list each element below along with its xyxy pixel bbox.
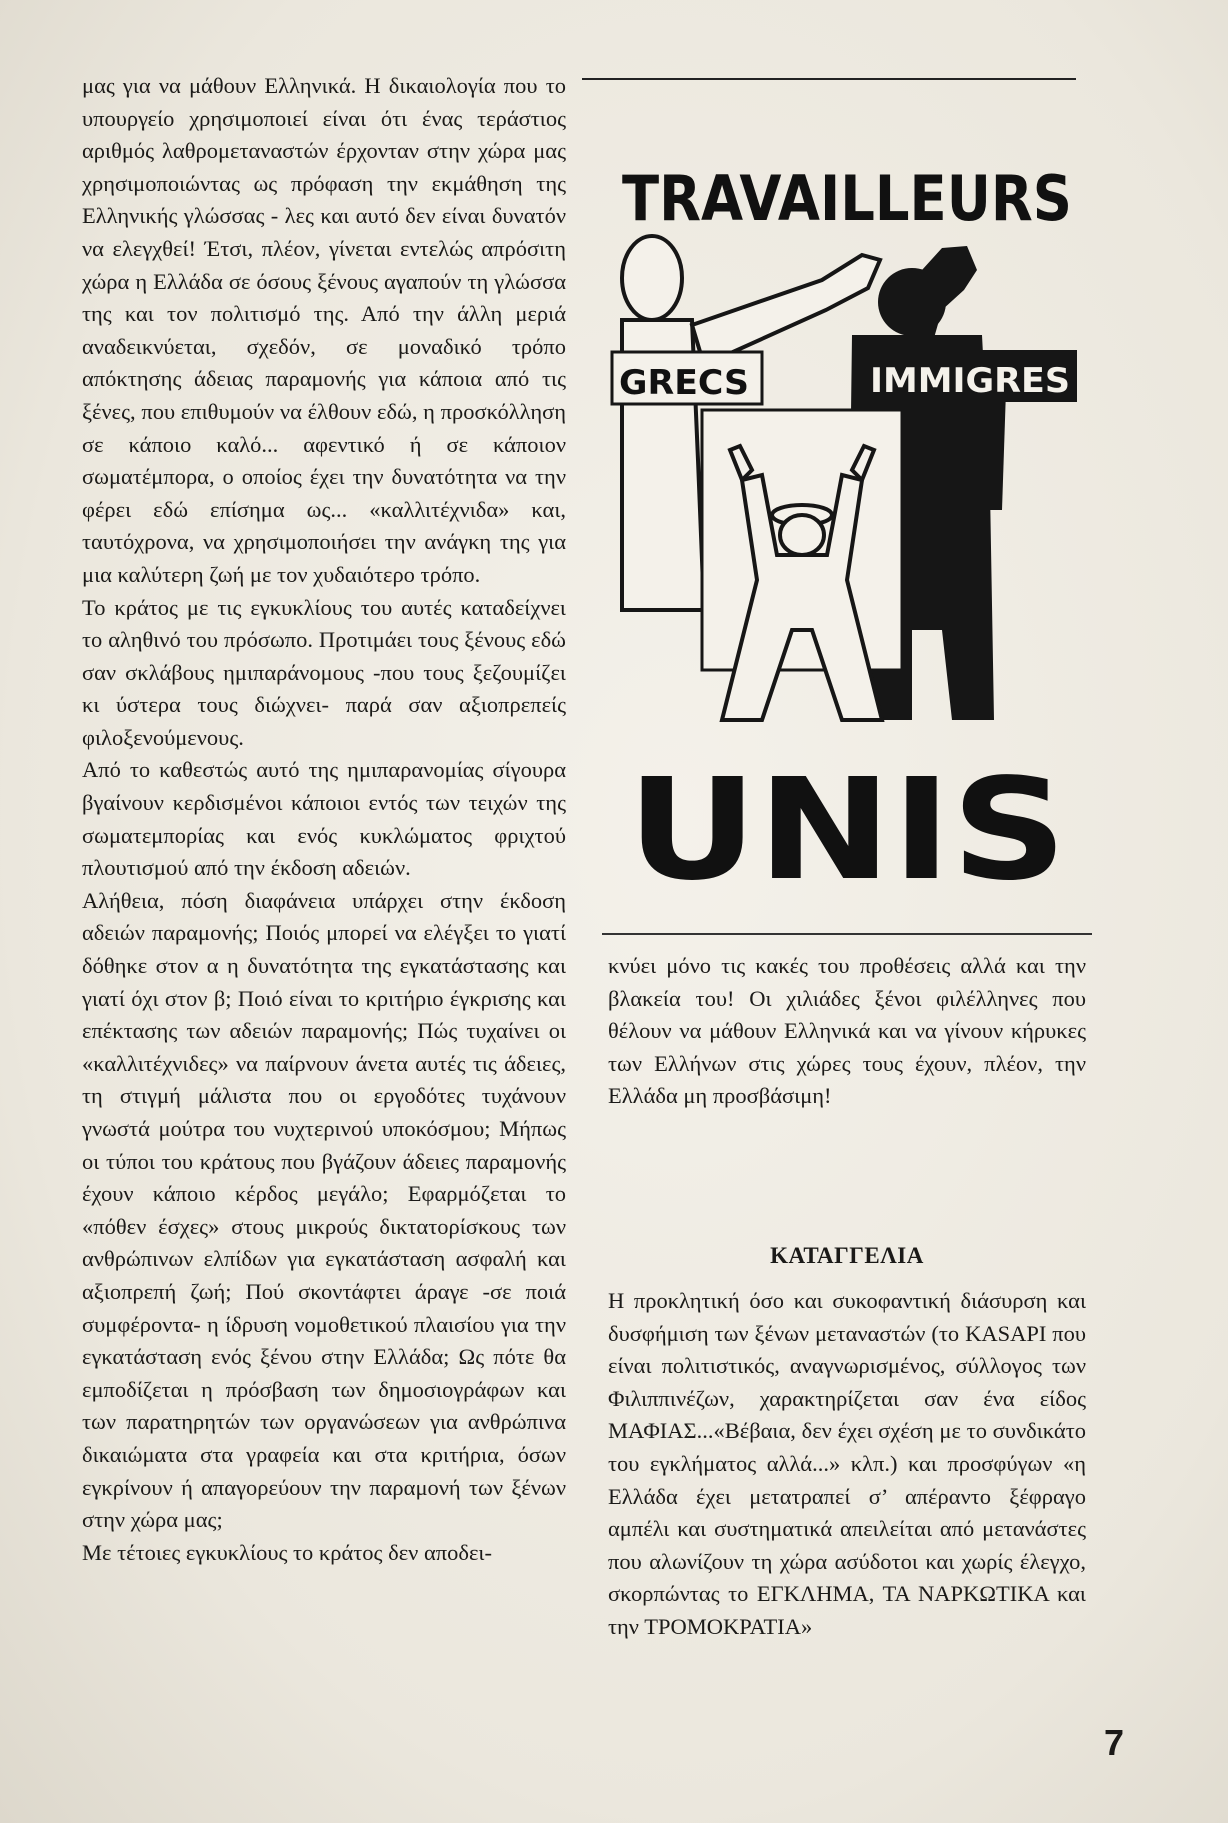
section-body: Η προκλητική όσο και συκοφαντική διάσυρση και δυσφήμιση των ξένων μεταναστών (το KASAPI που είναι πολιτιστικός, αναγνωρισμένος, σύλλογος των Φιλιππινέζων, χαρακτηρίζεται σαν ένα είδος ΜΑΦΙΑΣ...«Βέβαια, δεν έχει σχέση με το συνδικάτο του εγκλήματος αλλά...» κλπ.) και προσφύγων «η Ελλάδα έχει μετατραπεί σ’ απέραντο ξέφραγο αμπέλι και συστηματικά απειλείται από μετανάστες που αλωνίζουν τη χώρα ασύδοτοι και χωρίς έλεγχο, σκορπώντας το ΕΓΚΛΗΜΑ, ΤΑ ΝΑΡΚΩΤΙΚΑ και την ΤΡΟΜΟΚΡΑΤΙΑ» (608, 1288, 1086, 1639)
page-number: 7 (1104, 1722, 1125, 1763)
paragraph-1: μας για να μάθουν Ελληνικά. Η δικαιολογία που το υπουργείο χρησιμοποιεί είναι ότι ένας τεράστιος αριθμός λαθρομεταναστών έρχονταν στην χώρα μας χρησιμοποιώντας ως πρόφαση την εκμάθηση της Ελληνικής γλώσσας - λες και αυτό δεν είναι δυνατόν να ελεγχθεί! Έτσι, πλέον, γίνεται εντελώς απρόσιτη χώρα η Ελλάδα σε όσους ξένους αγαπούν τη γλώσσα της και τον πολιτισμό της. Από την άλλη μεριά αναδεικνύεται, σχεδόν, σε μοναδικό τρόπο απόκτησης άδειας παραμονής για κάποια από τις ξένες, που επιθυμούν να έλθουν εδώ, η προσκόλληση σε κάποιο καλό... αφεντικό ή σε κάποιον σωματέμπορα, ο οποίος έχει την δυνατότητα να την φέρει εδώ επίσημα ως... «καλλιτέχνιδα» και, ταυτόχρονα, να χρησιμοποιήσει την ανάγκη της για μια καλύτερη ζωή με τον χυδαιότερο τρόπο. (82, 73, 566, 587)
continuation-text: κνύει μόνο τις κακές του προθέσεις αλλά και την βλακεία του! Οι χιλιάδες ξένοι φιλέλληνες που θέλουν να μάθουν Ελληνικά και να γίνουν κήρυκες των Ελλήνων στις χώρες τους έχουν, πλέον, την Ελλάδα μη προσβάσιμη! (608, 953, 1086, 1109)
left-column (82, 70, 566, 1569)
right-column-section (608, 1285, 1086, 1644)
paragraph-5: Με τέτοιες εγκυκλίους το κράτος δεν αποδει- (82, 1539, 492, 1565)
poster-label-right: IMMIGRES (870, 361, 1070, 401)
paragraph-2: Το κράτος με τις εγκυκλίους του αυτές καταδείχνει το αληθινό του πρόσωπο. Προτιμάει τους ξένους εδώ σαν σκλάβους ημιπαράνομους -που τους ξεζουμίζει κι ύστερα τους διώχνει- παρά σαν αξιοπρεπείς φιλοξενούμενους. (82, 594, 566, 750)
section-title: ΚΑΤΑΓΓΕΛΙΑ (770, 1243, 924, 1268)
right-column-continuation (608, 950, 1086, 1113)
middle-divider (602, 933, 1092, 935)
poster-top-text: TRAVAILLEURS (622, 162, 1072, 235)
paragraph-3: Από το καθεστώς αυτό της ημιπαρανομίας σίγουρα βγαίνουν κερδισμένοι κάποιοι εντός των τειχών της σωματεμπορίας και ενός κυκλώματος φριχτού πλουτισμού από την έκδοση αδειών. (82, 757, 566, 881)
poster-bottom-text: UNIS (627, 749, 1067, 912)
poster-label-left: GRECS (619, 363, 749, 403)
paragraph-4: Αλήθεια, πόση διαφάνεια υπάρχει στην έκδοση αδειών παραμονής; Ποιός μπορεί να ελέγξει το γιατί δόθηκε στον α η δυνατότητα της εγκατάστασης και γιατί όχι στον β; Ποιό είναι το κριτήριο έγκρισης και επέκτασης των αδειών παραμονής; Πώς τυχαίνει οι «καλλιτέχνιδες» να παίρνουν άνετα αυτές τις άδειες, τη στιγμή μάλιστα που οι εργοδότες τυχάνουν γνωστά μούτρα του νυχτερινού υποκόσμου; Μήπως οι τύποι του κράτους που βγάζουν άδειες παραμονής έχουν κάποιο κέρδος μεγάλο; Εφαρμόζεται το «πόθεν έσχες» στους μικρούς δικτατορίσκους των ανθρώπινων ελπίδων για εγκατάσταση ασφαλή και αξιοπρεπή ζωή; Πού σκοντάφτει άραγε -σε ποιά συμφέροντα- η ίδρυση νομοθετικού πλαισίου για την εγκατάσταση ενός ξένου στην Ελλάδα; Ως πότε θα εμποδίζεται η πρόσβαση των δημοσιογράφων και των παρατηρητών των οργανώσεων για ανθρώπινα δικαιώματα στα γραφεία και στα κριτήρια, όσων εγκρίνουν ή απαγορεύουν την παραμονή των ξένων στην χώρα μας; (82, 887, 566, 1533)
poster-illustration (612, 160, 1082, 920)
top-divider (582, 78, 1076, 80)
